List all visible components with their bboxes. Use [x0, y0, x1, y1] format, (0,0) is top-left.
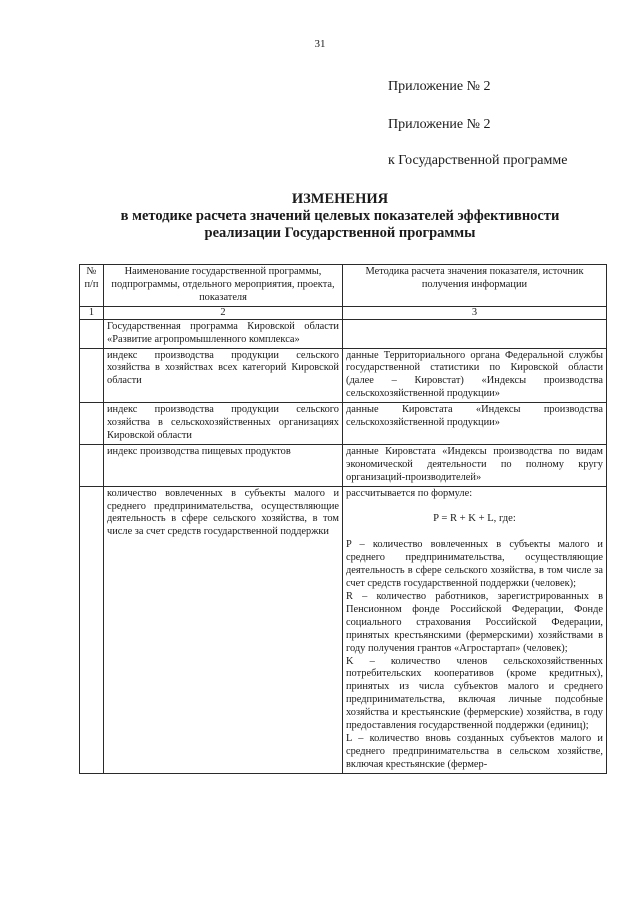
formula: P = R + K + L, где: [433, 512, 516, 524]
column-number-2: 2 [104, 306, 343, 319]
definition-k: K – количество членов сельскохозяйственных потребительских кооперативов (кроме кредитных), принятых из числа субъектов малого и среднего предпринимательства, включая личные подсобные хозяйства и крестьянские (фермерские) хозяйства, в году предоставления государственной поддержки (единиц); [346, 655, 603, 732]
indicator-name-cell: индекс производства пищевых продуктов [104, 444, 343, 486]
title-line-1: ИЗМЕНЕНИЯ [291, 191, 389, 207]
appendix-line-1: Приложение № 2 [388, 79, 491, 94]
method-cell [343, 319, 607, 348]
table-row [80, 486, 607, 773]
row-number-cell [80, 444, 104, 486]
column-header-name: Наименование государственной программы, подпрограммы, отдельного мероприятия, проекта, показателя [104, 265, 343, 307]
program-name-cell: Государственная программа Кировской области «Развитие агропромышленного комплекса» [104, 319, 343, 348]
column-header-number: № п/п [80, 265, 104, 307]
method-cell: данные Кировстата «Индексы производства сельскохозяйственной продукции» [343, 403, 607, 445]
row-number-cell [80, 319, 104, 348]
column-header-method: Методика расчета значения показателя, источник получения информации [343, 265, 607, 307]
definition-l: L – количество вновь созданных субъектов малого и среднего предпринимательства в сельском хозяйстве, включая крестьянские (фермер- [346, 733, 603, 770]
document-title [60, 191, 620, 242]
method-cell: данные Территориального органа Федеральной службы государственной статистики по Кировской области (далее – Кировстат) «Индексы производства сельскохозяйственной продукции» [343, 348, 607, 403]
table-row [80, 319, 607, 348]
appendix-line-2: Приложение № 2 [388, 117, 491, 132]
indicator-name-cell: количество вовлеченных в субъекты малого и среднего предпринимательства, осуществляющие деятельность в сфере сельского хозяйства, в том числе за счет средств государственной поддержки [104, 486, 343, 773]
column-number-1: 1 [80, 306, 104, 319]
table-header-row [80, 265, 607, 307]
row-number-cell [80, 348, 104, 403]
appendix-line-3: к Государственной программе [388, 153, 568, 168]
definition-p: P – количество вовлеченных в субъекты малого и среднего предпринимательства, осуществляющие деятельность в сфере сельского хозяйства, в том числе за счет средств государственной поддержки (человек); [346, 539, 603, 590]
methodology-table [79, 264, 607, 774]
formula-intro: рассчитывается по формуле: [346, 487, 473, 499]
column-number-3: 3 [343, 306, 607, 319]
method-cell [343, 486, 607, 773]
row-number-cell [80, 486, 104, 773]
column-number-row [80, 306, 607, 319]
page-number: 31 [314, 38, 326, 50]
definition-r: R – количество работников, зарегистрированных в Пенсионном фонде Российской Федерации, Фонде социального страхования Российской Федерации, принятых крестьянскими (фермерскими) хозяйствами в году получения грантов «Агростартап» (человек); [346, 591, 603, 654]
indicator-name-cell: индекс производства продукции сельского хозяйства в сельскохозяйственных организациях Кировской области [104, 403, 343, 445]
title-line-2: в методике расчета значений целевых показателей эффективности [120, 208, 560, 224]
table-row [80, 348, 607, 403]
row-number-cell [80, 403, 104, 445]
table-row [80, 444, 607, 486]
table-row [80, 403, 607, 445]
indicator-name-cell: индекс производства продукции сельского хозяйства в хозяйствах всех категорий Кировской области [104, 348, 343, 403]
title-line-3: реализации Государственной программы [204, 225, 476, 241]
method-cell: данные Кировстата «Индексы производства по видам экономической деятельности по полному кругу организаций-производителей» [343, 444, 607, 486]
